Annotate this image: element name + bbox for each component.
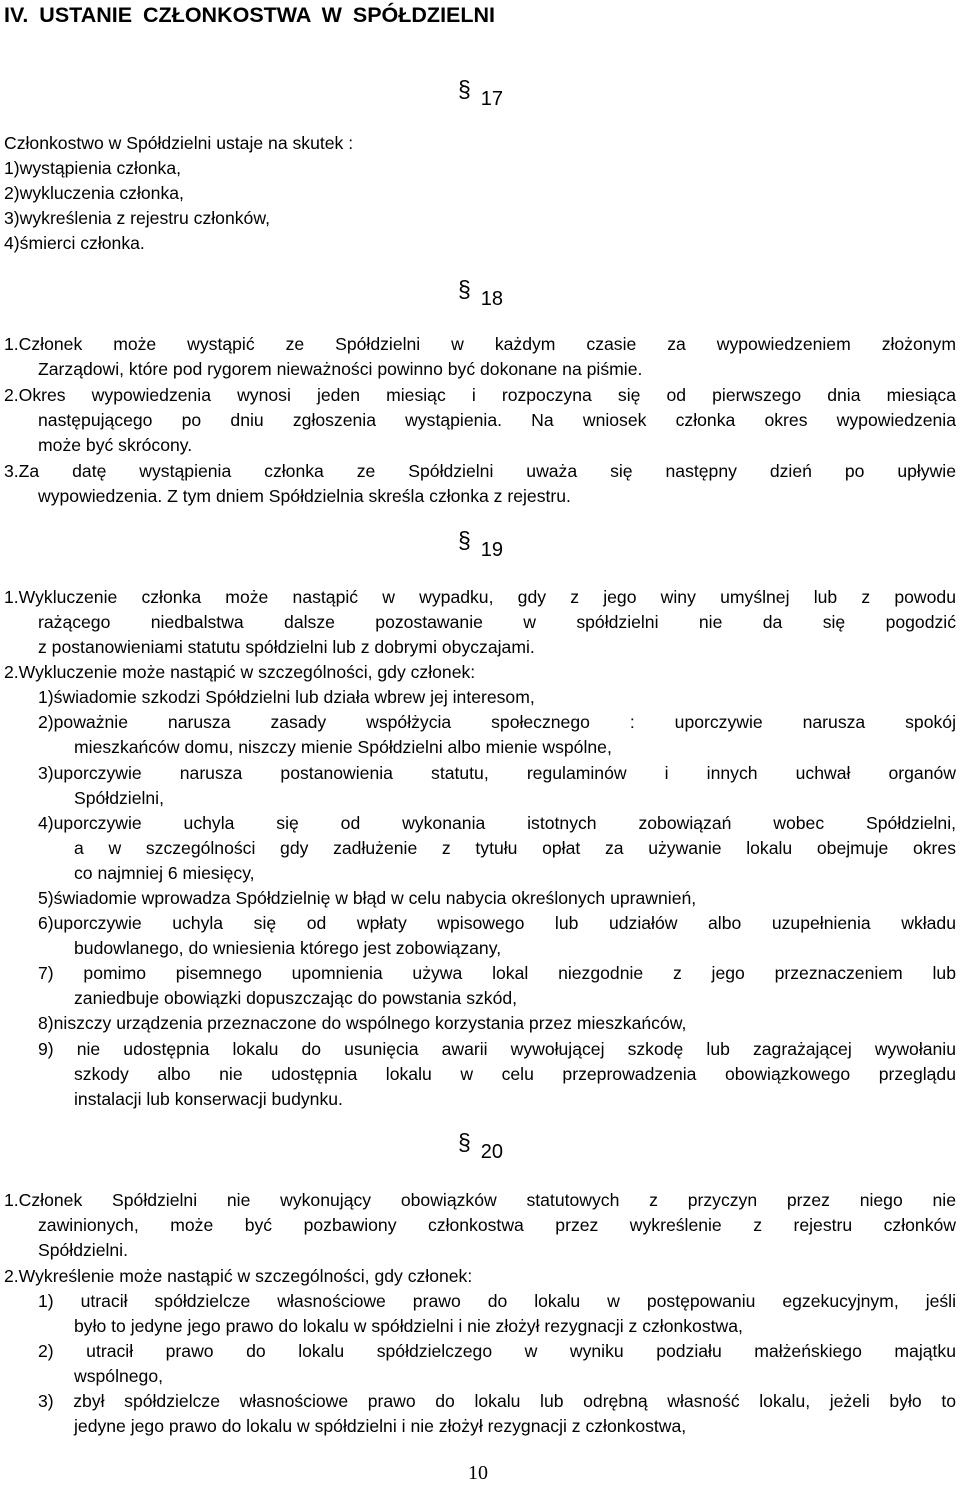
section-number: 18: [480, 288, 504, 310]
section-sign: §: [458, 76, 471, 102]
s19-item-4-line3: co najmniej 6 miesięcy,: [74, 863, 255, 883]
s20-item-3-line2: jedyne jego prawo do lokalu w spółdzielni i nie złożył rezygnacji z członkostwa,: [74, 1416, 687, 1436]
s20-item-2-line2: wspólnego,: [74, 1366, 164, 1386]
s20-item-3-line1: 3) zbył spółdzielcze własnościowe prawo do lokalu lub odrębną własność lokalu, jeżeli było to: [38, 1391, 956, 1411]
s19-item-6-line1: 6)uporczywie uchyla się od wpłaty wpisowego lub udziałów albo uzupełnienia wkładu: [38, 913, 956, 933]
section-17-heading: [458, 76, 504, 111]
section-18-heading: [458, 276, 504, 311]
s17-item-4: 4)śmierci członka.: [4, 233, 145, 253]
s20-p1-line2: zawinionych, może być pozbawiony członkostwa przez wykreślenie z rejestru członków: [38, 1215, 956, 1235]
chapter-title: IV. USTANIE CZŁONKOSTWA W SPÓŁDZIELNI: [4, 3, 496, 27]
s20-p1-line1: 1.Członek Spółdzielni nie wykonujący obowiązków statutowych z przyczyn przez niego nie: [4, 1190, 956, 1210]
s17-item-1: 1)wystąpienia członka,: [4, 158, 182, 178]
s19-p1-line3: z postanowieniami statutu spółdzielni lub z dobrymi obyczajami.: [38, 637, 535, 657]
s19-p2: 2.Wykluczenie może nastąpić w szczególności, gdy członek:: [4, 662, 476, 682]
s19-item-8: 8)niszczy urządzenia przeznaczone do wspólnego korzystania przez mieszkańców,: [38, 1013, 687, 1033]
section-sign: §: [458, 1129, 471, 1155]
s19-item-5: 5)świadomie wprowadza Spółdzielnię w błąd w celu nabycia określonych uprawnień,: [38, 888, 697, 908]
s18-p2-line2: następującego po dniu zgłoszenia wystąpienia. Na wniosek członka okres wypowiedzenia: [38, 410, 956, 430]
s19-p1-line2: rażącego niedbalstwa dalsze pozostawanie w spółdzielni nie da się pogodzić: [38, 612, 956, 632]
s19-item-4-line2: a w szczególności gdy zadłużenie z tytułu opłat za używanie lokalu obejmuje okres: [74, 838, 956, 858]
s18-p2-line1: 2.Okres wypowiedzenia wynosi jeden miesiąc i rozpoczyna się od pierwszego dnia miesiąca: [4, 385, 956, 405]
s17-item-3: 3)wykreślenia z rejestru członków,: [4, 208, 270, 228]
s18-p3-line2: wypowiedzenia. Z tym dniem Spółdzielnia skreśla członka z rejestru.: [38, 486, 571, 506]
s17-item-2: 2)wykluczenia członka,: [4, 183, 184, 203]
section-sign: §: [458, 276, 471, 302]
s17-intro: Członkostwo w Spółdzielni ustaje na skutek :: [4, 133, 354, 153]
page-number: 10: [468, 1462, 488, 1484]
s18-p1-line1: 1.Członek może wystąpić ze Spółdzielni w każdym czasie za wypowiedzeniem złożonym: [4, 334, 956, 354]
s19-item-9-line3: instalacji lub konserwacji budynku.: [74, 1089, 343, 1109]
s20-item-2-line1: 2) utracił prawo do lokalu spółdzielczego w wyniku podziału małżeńskiego majątku: [38, 1341, 956, 1361]
s19-item-2-line2: mieszkańców domu, niszczy mienie Spółdzielni albo mienie wspólne,: [74, 737, 612, 757]
section-number: 17: [480, 88, 504, 110]
s19-item-6-line2: budowlanego, do wniesienia którego jest zobowiązany,: [74, 938, 502, 958]
s19-item-9-line2: szkody albo nie udostępnia lokalu w celu przeprowadzenia obowiązkowego przeglądu: [74, 1064, 956, 1084]
section-number: 19: [480, 539, 504, 561]
s20-p1-line3: Spółdzielni.: [38, 1240, 128, 1260]
s18-p3-line1: 3.Za datę wystąpienia członka ze Spółdzielni uważa się następny dzień po upływie: [4, 461, 956, 481]
s19-item-7-line1: 7) pomimo pisemnego upomnienia używa lokal niezgodnie z jego przeznaczeniem lub: [38, 963, 956, 983]
s20-p2: 2.Wykreślenie może nastąpić w szczególności, gdy członek:: [4, 1266, 473, 1286]
s19-item-2-line1: 2)poważnie narusza zasady współżycia społecznego : uporczywie narusza spokój: [38, 712, 956, 732]
section-20-heading: [458, 1129, 504, 1164]
s19-p1-line1: 1.Wykluczenie członka może nastąpić w wypadku, gdy z jego winy umyślnej lub z powodu: [4, 587, 956, 607]
section-19-heading: [458, 527, 504, 562]
s18-p1-line2: Zarządowi, które pod rygorem nieważności powinno być dokonane na piśmie.: [38, 359, 643, 379]
section-number: 20: [480, 1141, 504, 1163]
s20-item-1-line1: 1) utracił spółdzielcze własnościowe prawo do lokalu w postępowaniu egzekucyjnym, jeśli: [38, 1291, 956, 1311]
s20-item-1-line2: było to jedyne jego prawo do lokalu w spółdzielni i nie złożył rezygnacji z członkostwa,: [74, 1316, 743, 1336]
s19-item-7-line2: zaniedbuje obowiązki dopuszczając do powstania szkód,: [74, 988, 518, 1008]
s19-item-3-line1: 3)uporczywie narusza postanowienia statutu, regulaminów i innych uchwał organów: [38, 763, 956, 783]
s19-item-4-line1: 4)uporczywie uchyla się od wykonania istotnych zobowiązań wobec Spółdzielni,: [38, 813, 956, 833]
section-sign: §: [458, 527, 471, 553]
s18-p2-line3: może być skrócony.: [38, 435, 193, 455]
s19-item-9-line1: 9) nie udostępnia lokalu do usunięcia awarii wywołującej szkodę lub zagrażającej wywołaniu: [38, 1039, 956, 1059]
s19-item-3-line2: Spółdzielni,: [74, 788, 164, 808]
s19-item-1: 1)świadomie szkodzi Spółdzielni lub działa wbrew jej interesom,: [38, 687, 535, 707]
